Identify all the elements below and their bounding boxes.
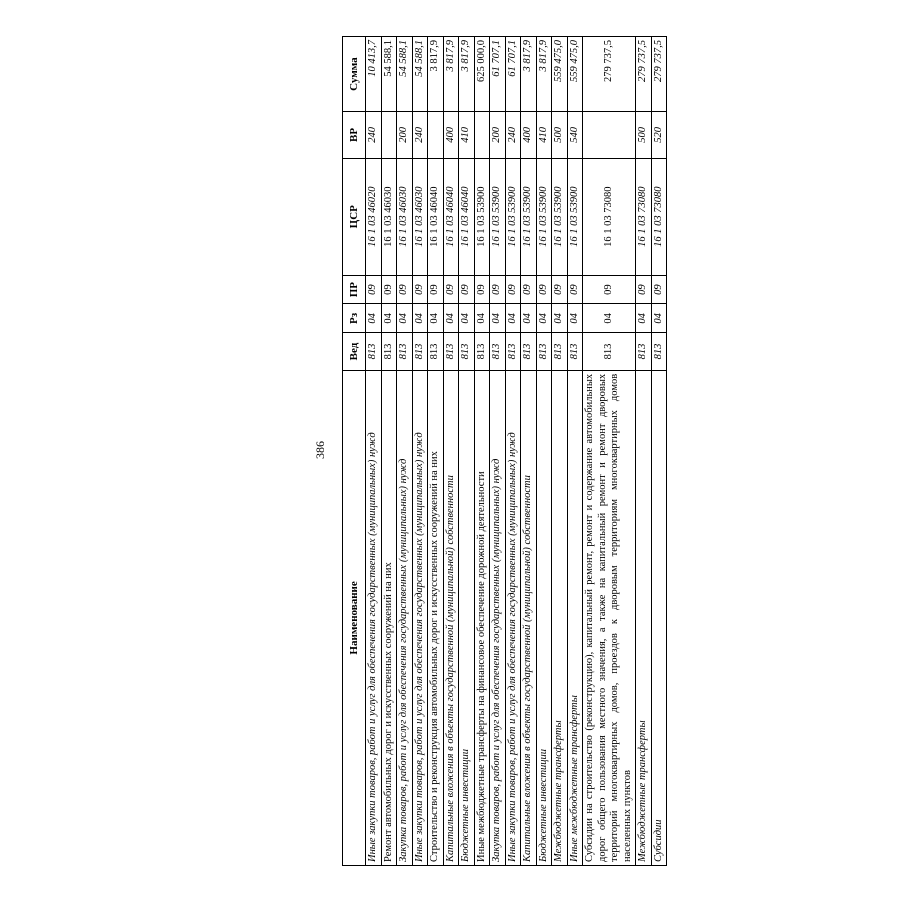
cell-pr: 09 bbox=[366, 275, 382, 304]
cell-sum: 61 707,1 bbox=[505, 37, 521, 112]
table-row bbox=[490, 37, 506, 866]
cell-csr: 16 1 03 46020 bbox=[366, 158, 382, 275]
cell-pr: 09 bbox=[428, 275, 444, 304]
cell-csr: 16 1 03 53900 bbox=[490, 158, 506, 275]
cell-csr: 16 1 03 46030 bbox=[381, 158, 397, 275]
cell-rz: 04 bbox=[428, 304, 444, 333]
cell-vr: 400 bbox=[521, 112, 537, 158]
cell-rz: 04 bbox=[505, 304, 521, 333]
cell-vr: 240 bbox=[412, 112, 428, 158]
cell-name: Ремонт автомобильных дорог и искусственных сооружений на них bbox=[381, 370, 397, 865]
cell-name: Закупка товаров, работ и услуг для обеспечения государственных (муниципальных) нужд bbox=[490, 370, 506, 865]
cell-csr: 16 1 03 53900 bbox=[552, 158, 568, 275]
cell-sum: 279 737,5 bbox=[583, 37, 636, 112]
budget-table bbox=[342, 36, 667, 866]
cell-ved: 813 bbox=[366, 333, 382, 371]
cell-rz: 04 bbox=[443, 304, 459, 333]
cell-ved: 813 bbox=[474, 333, 490, 371]
cell-rz: 04 bbox=[490, 304, 506, 333]
cell-csr: 16 1 03 46040 bbox=[443, 158, 459, 275]
cell-pr: 09 bbox=[583, 275, 636, 304]
cell-rz: 04 bbox=[521, 304, 537, 333]
cell-vr bbox=[428, 112, 444, 158]
rotated-table-frame bbox=[342, 36, 922, 866]
cell-name: Иные межбюджетные трансферты bbox=[567, 370, 583, 865]
cell-ved: 813 bbox=[567, 333, 583, 371]
cell-name: Закупка товаров, работ и услуг для обеспечения государственных (муниципальных) нужд bbox=[397, 370, 413, 865]
cell-pr: 09 bbox=[521, 275, 537, 304]
cell-name: Бюджетные инвестиции bbox=[536, 370, 552, 865]
cell-name: Субсидии bbox=[651, 370, 667, 865]
table-row bbox=[412, 37, 428, 866]
cell-name: Иные закупки товаров, работ и услуг для обеспечения государственных (муниципальных) нужд bbox=[412, 370, 428, 865]
cell-name: Иные межбюджетные трансферты на финансовое обеспечение дорожной деятельности bbox=[474, 370, 490, 865]
cell-pr: 09 bbox=[412, 275, 428, 304]
cell-ved: 813 bbox=[505, 333, 521, 371]
cell-rz: 04 bbox=[366, 304, 382, 333]
table-row bbox=[583, 37, 636, 866]
cell-vr: 400 bbox=[443, 112, 459, 158]
cell-pr: 09 bbox=[459, 275, 475, 304]
cell-ved: 813 bbox=[536, 333, 552, 371]
cell-pr: 09 bbox=[505, 275, 521, 304]
cell-pr: 09 bbox=[636, 275, 652, 304]
cell-sum: 625 000,0 bbox=[474, 37, 490, 112]
cell-sum: 279 737,5 bbox=[651, 37, 667, 112]
cell-sum: 3 817,9 bbox=[536, 37, 552, 112]
cell-rz: 04 bbox=[552, 304, 568, 333]
table-header-row bbox=[343, 37, 366, 866]
table-row bbox=[567, 37, 583, 866]
cell-rz: 04 bbox=[567, 304, 583, 333]
cell-vr: 410 bbox=[536, 112, 552, 158]
header-csr: ЦСР bbox=[343, 158, 366, 275]
cell-pr: 09 bbox=[443, 275, 459, 304]
cell-csr: 16 1 03 73080 bbox=[636, 158, 652, 275]
header-pr: ПР bbox=[343, 275, 366, 304]
cell-name: Бюджетные инвестиции bbox=[459, 370, 475, 865]
cell-rz: 04 bbox=[397, 304, 413, 333]
cell-csr: 16 1 03 73080 bbox=[583, 158, 636, 275]
cell-sum: 3 817,9 bbox=[428, 37, 444, 112]
cell-rz: 04 bbox=[651, 304, 667, 333]
cell-ved: 813 bbox=[490, 333, 506, 371]
cell-name: Капитальные вложения в объекты государственной (муниципальной) собственности bbox=[521, 370, 537, 865]
cell-csr: 16 1 03 53900 bbox=[567, 158, 583, 275]
cell-vr: 540 bbox=[567, 112, 583, 158]
cell-csr: 16 1 03 73080 bbox=[651, 158, 667, 275]
table-row bbox=[651, 37, 667, 866]
cell-vr: 200 bbox=[397, 112, 413, 158]
cell-pr: 09 bbox=[397, 275, 413, 304]
table-row bbox=[536, 37, 552, 866]
table-row bbox=[474, 37, 490, 866]
cell-ved: 813 bbox=[552, 333, 568, 371]
cell-csr: 16 1 03 46030 bbox=[397, 158, 413, 275]
table-row bbox=[366, 37, 382, 866]
table-row bbox=[505, 37, 521, 866]
cell-sum: 54 588,1 bbox=[397, 37, 413, 112]
cell-vr: 500 bbox=[552, 112, 568, 158]
cell-sum: 559 475,0 bbox=[567, 37, 583, 112]
cell-sum: 54 588,1 bbox=[412, 37, 428, 112]
cell-sum: 279 737,5 bbox=[636, 37, 652, 112]
table-row bbox=[397, 37, 413, 866]
cell-rz: 04 bbox=[381, 304, 397, 333]
cell-vr bbox=[381, 112, 397, 158]
cell-name: Капитальные вложения в объекты государственной (муниципальной) собственности bbox=[443, 370, 459, 865]
cell-sum: 61 707,1 bbox=[490, 37, 506, 112]
cell-ved: 813 bbox=[459, 333, 475, 371]
cell-rz: 04 bbox=[583, 304, 636, 333]
cell-name: Иные закупки товаров, работ и услуг для обеспечения государственных (муниципальных) нужд bbox=[366, 370, 382, 865]
cell-pr: 09 bbox=[552, 275, 568, 304]
header-rz: Рз bbox=[343, 304, 366, 333]
cell-vr bbox=[474, 112, 490, 158]
header-sum: Сумма bbox=[343, 37, 366, 112]
table-body bbox=[366, 37, 667, 866]
cell-pr: 09 bbox=[536, 275, 552, 304]
cell-name: Строительство и реконструкция автомобильных дорог и искусственных сооружений на них bbox=[428, 370, 444, 865]
cell-name: Межбюджетные трансферты bbox=[552, 370, 568, 865]
cell-sum: 559 475,0 bbox=[552, 37, 568, 112]
cell-pr: 09 bbox=[474, 275, 490, 304]
cell-ved: 813 bbox=[583, 333, 636, 371]
cell-sum: 3 817,9 bbox=[521, 37, 537, 112]
header-ved: Вед bbox=[343, 333, 366, 371]
cell-rz: 04 bbox=[536, 304, 552, 333]
header-vr: ВР bbox=[343, 112, 366, 158]
cell-csr: 16 1 03 53900 bbox=[474, 158, 490, 275]
cell-name: Иные закупки товаров, работ и услуг для обеспечения государственных (муниципальных) нужд bbox=[505, 370, 521, 865]
cell-rz: 04 bbox=[636, 304, 652, 333]
cell-sum: 3 817,9 bbox=[443, 37, 459, 112]
cell-csr: 16 1 03 53900 bbox=[505, 158, 521, 275]
table-row bbox=[636, 37, 652, 866]
cell-pr: 09 bbox=[651, 275, 667, 304]
table-row bbox=[459, 37, 475, 866]
cell-sum: 3 817,9 bbox=[459, 37, 475, 112]
cell-ved: 813 bbox=[636, 333, 652, 371]
cell-ved: 813 bbox=[381, 333, 397, 371]
table-row bbox=[443, 37, 459, 866]
cell-vr: 200 bbox=[490, 112, 506, 158]
cell-name: Субсидии на строительство (реконструкцию), капитальный ремонт, ремонт и содержание автомобильных дорог общего пользования местного значения, а также на капитальный ремонт и ремонт дворовых территорий многоквартирных домов, проездов к дворовым территориям многоквартирных домов населенных пунктов bbox=[583, 370, 636, 865]
table-row bbox=[381, 37, 397, 866]
cell-ved: 813 bbox=[521, 333, 537, 371]
cell-rz: 04 bbox=[459, 304, 475, 333]
table-row bbox=[521, 37, 537, 866]
cell-ved: 813 bbox=[397, 333, 413, 371]
header-name: Наименование bbox=[343, 370, 366, 865]
cell-csr: 16 1 03 46030 bbox=[412, 158, 428, 275]
cell-vr bbox=[583, 112, 636, 158]
cell-pr: 09 bbox=[381, 275, 397, 304]
cell-name: Межбюджетные трансферты bbox=[636, 370, 652, 865]
table-row bbox=[428, 37, 444, 866]
cell-vr: 240 bbox=[366, 112, 382, 158]
cell-sum: 10 413,7 bbox=[366, 37, 382, 112]
cell-vr: 520 bbox=[651, 112, 667, 158]
cell-rz: 04 bbox=[412, 304, 428, 333]
cell-pr: 09 bbox=[490, 275, 506, 304]
cell-ved: 813 bbox=[443, 333, 459, 371]
cell-vr: 240 bbox=[505, 112, 521, 158]
cell-vr: 410 bbox=[459, 112, 475, 158]
cell-ved: 813 bbox=[428, 333, 444, 371]
cell-csr: 16 1 03 53900 bbox=[536, 158, 552, 275]
cell-sum: 54 588,1 bbox=[381, 37, 397, 112]
cell-csr: 16 1 03 46040 bbox=[428, 158, 444, 275]
cell-csr: 16 1 03 46040 bbox=[459, 158, 475, 275]
cell-pr: 09 bbox=[567, 275, 583, 304]
cell-ved: 813 bbox=[412, 333, 428, 371]
cell-csr: 16 1 03 53900 bbox=[521, 158, 537, 275]
table-row bbox=[552, 37, 568, 866]
page-number: 386 bbox=[313, 441, 327, 459]
cell-vr: 500 bbox=[636, 112, 652, 158]
cell-rz: 04 bbox=[474, 304, 490, 333]
cell-ved: 813 bbox=[651, 333, 667, 371]
